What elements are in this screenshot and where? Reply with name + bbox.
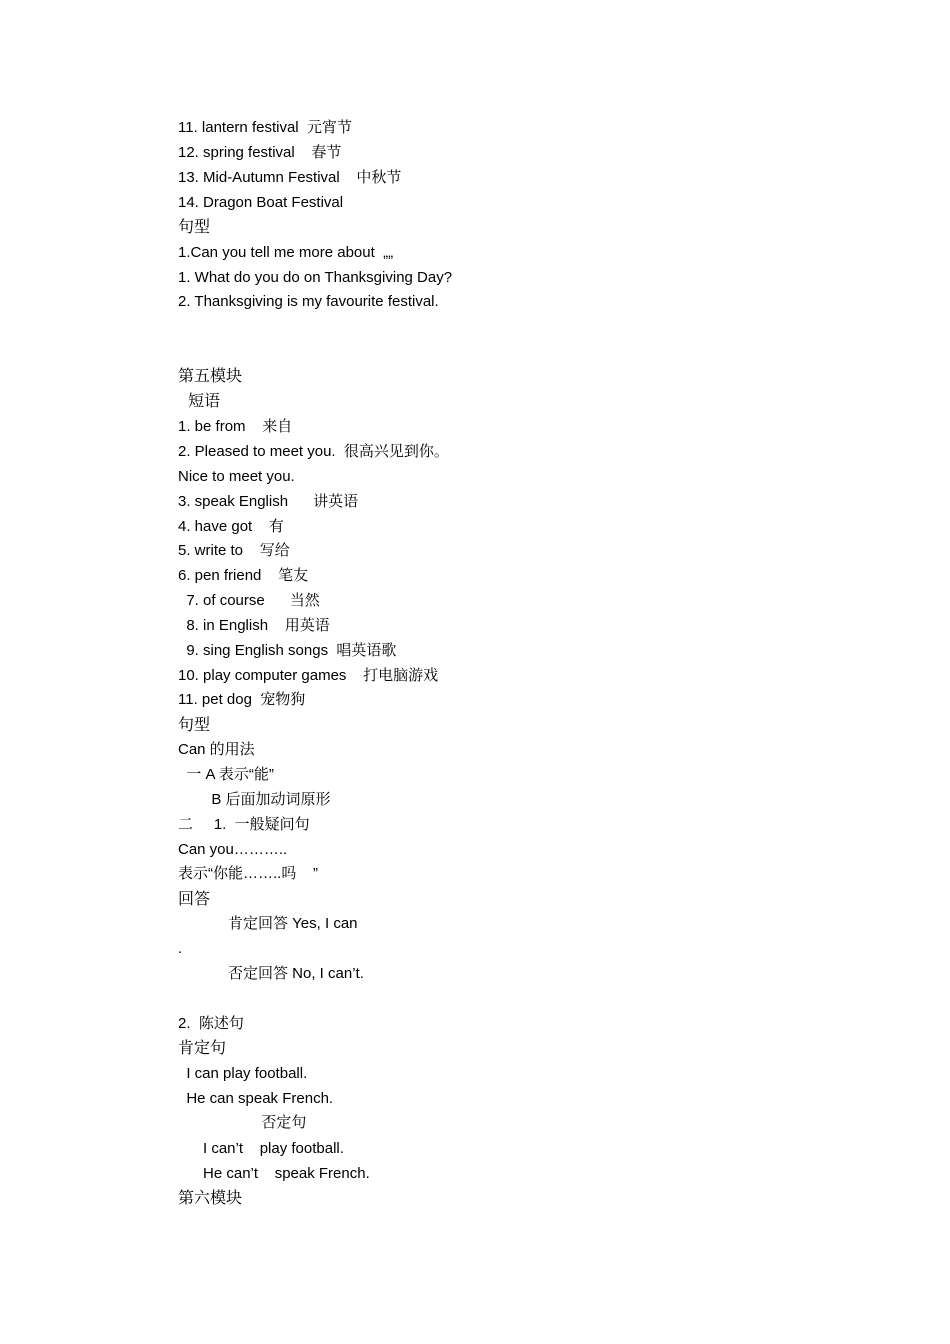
text-line: 10. play computer games 打电脑游戏 [178, 667, 439, 684]
text-line: 2. Pleased to meet you. 很高兴见到你。 [178, 443, 449, 460]
text-line: 8. in English 用英语 [178, 617, 330, 634]
text-line: 11. lantern festival 元宵节 [178, 119, 352, 136]
text-line: 3. speak English 讲英语 [178, 493, 359, 510]
text-line: 否定句 [178, 1114, 307, 1131]
text-line: Nice to meet you. [178, 468, 295, 485]
text-line: 13. Mid-Autumn Festival 中秋节 [178, 169, 402, 186]
text-line: 一 A 表示“能” [178, 766, 274, 783]
text-line: B 后面加动词原形 [178, 791, 331, 808]
text-line: 1. What do you do on Thanksgiving Day? [178, 269, 453, 286]
text-line: 1.Can you tell me more about „„ [178, 244, 394, 261]
text-line: 14. Dragon Boat Festival [178, 194, 344, 211]
module-heading: 第五模块 [178, 366, 243, 385]
section-heading: 句型 [178, 217, 211, 236]
text-line: . [178, 940, 183, 957]
text-line: 2. 陈述句 [178, 1015, 244, 1032]
text-line: He can speak French. [178, 1090, 334, 1107]
text-line: 否定回答 No, I can’t. [178, 965, 364, 982]
text-line: 7. of course 当然 [178, 592, 320, 609]
text-line: 11. pet dog 宠物狗 [178, 691, 306, 708]
text-line: Can you……….. [178, 841, 288, 858]
text-line: 回答 [178, 889, 211, 908]
text-line: 肯定句 [178, 1038, 227, 1057]
text-line: 2. Thanksgiving is my favourite festival. [178, 293, 439, 310]
text-line: 表示“你能……..吗 ” [178, 865, 318, 882]
section-heading: 短语 [178, 391, 221, 410]
module-heading: 第六模块 [178, 1188, 243, 1207]
section-heading: 句型 [178, 715, 211, 734]
text-line: 二 1. 一般疑问句 [178, 816, 310, 833]
text-line: 6. pen friend 笔友 [178, 567, 309, 584]
text-line: I can’t play football. [178, 1140, 344, 1157]
text-line: 5. write to 写给 [178, 542, 290, 559]
text-line: 4. have got 有 [178, 518, 284, 535]
text-line: 肯定回答 Yes, I can [178, 915, 358, 932]
text-line: 12. spring festival 春节 [178, 144, 342, 161]
text-line: Can 的用法 [178, 741, 255, 758]
text-line: He can’t speak French. [178, 1165, 370, 1182]
text-line: 9. sing English songs 唱英语歌 [178, 642, 397, 659]
text-line: I can play football. [178, 1065, 308, 1082]
text-line: 1. be from 来自 [178, 418, 293, 435]
